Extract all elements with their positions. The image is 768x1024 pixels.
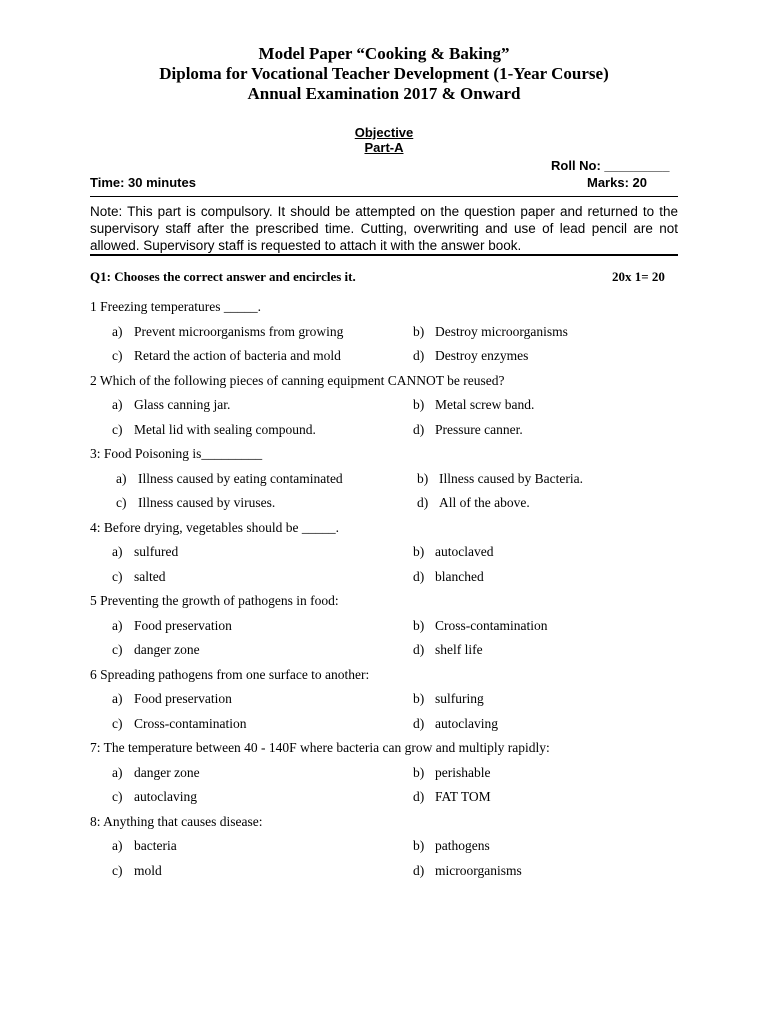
- option-text: Pressure canner.: [435, 421, 523, 437]
- option-text: Illness caused by eating contaminated: [138, 470, 343, 486]
- question-text: 1 Freezing temperatures _____.: [90, 299, 261, 314]
- option-letter: d): [417, 495, 429, 510]
- option-b: [413, 324, 568, 340]
- option-a: [112, 618, 232, 634]
- option-b: [413, 618, 547, 634]
- divider: [90, 196, 678, 197]
- option-a: [112, 838, 177, 854]
- option-text: mold: [134, 862, 162, 878]
- option-a: [112, 691, 232, 707]
- option-d: [413, 422, 523, 438]
- question-score: 20x 1= 20: [612, 269, 665, 284]
- option-d: [413, 863, 522, 879]
- question-text: 5 Preventing the growth of pathogens in food:: [90, 593, 339, 608]
- option-text: autoclaved: [435, 544, 494, 559]
- option-letter: d): [413, 862, 425, 878]
- option-b: [413, 765, 490, 781]
- option-letter: b): [413, 323, 425, 339]
- option-letter: b): [413, 838, 425, 853]
- option-letter: c): [112, 642, 123, 657]
- paper-header: [0, 44, 768, 104]
- option-letter: c): [112, 568, 123, 584]
- option-c: [112, 642, 200, 658]
- question-text: 7: The temperature between 40 - 140F where bacteria can grow and multiply rapidly:: [90, 740, 550, 755]
- option-d: [417, 495, 530, 511]
- option-text: danger zone: [134, 764, 200, 780]
- question-text: 8: Anything that causes disease:: [90, 813, 263, 829]
- option-text: autoclaving: [435, 715, 498, 731]
- option-c: [112, 716, 246, 732]
- option-letter: b): [413, 764, 425, 780]
- question-text: 2 Which of the following pieces of canning equipment CANNOT be reused?: [90, 372, 505, 388]
- option-text: Prevent microorganisms from growing: [134, 323, 344, 339]
- option-text: Metal screw band.: [435, 397, 535, 412]
- option-b: [413, 691, 484, 707]
- option-b: [413, 838, 490, 854]
- option-letter: b): [417, 470, 429, 486]
- paper-title: Model Paper “Cooking & Baking”: [258, 44, 510, 63]
- instructions-note: Note: This part is compulsory. It should be attempted on the question paper and returned to the supervisory staff after the prescribed time. Cutting, overwriting and use of lead pencil are not allowed. Supervisory staff is requested to attach it with the answer book.: [90, 204, 678, 253]
- option-a: [112, 397, 230, 413]
- option-letter: a): [112, 397, 123, 412]
- option-text: Cross-contamination: [435, 617, 548, 633]
- section-part: Part-A: [364, 140, 404, 155]
- option-letter: b): [413, 397, 425, 412]
- option-b: [413, 544, 493, 560]
- option-text: All of the above.: [439, 495, 530, 510]
- option-b: [413, 397, 534, 413]
- option-letter: d): [413, 715, 425, 731]
- option-text: Cross-contamination: [134, 715, 247, 731]
- option-c: [112, 789, 197, 805]
- option-d: [413, 716, 498, 732]
- option-a: [116, 471, 343, 487]
- option-text: Illness caused by viruses.: [138, 495, 276, 510]
- question-text: 6 Spreading pathogens from one surface to another:: [90, 666, 370, 682]
- option-text: Food preservation: [134, 691, 232, 706]
- option-letter: a): [116, 470, 127, 486]
- option-a: [112, 324, 343, 340]
- option-letter: c): [112, 348, 123, 363]
- option-c: [112, 422, 316, 438]
- option-text: Retard the action of bacteria and mold: [134, 348, 341, 363]
- option-letter: d): [413, 789, 425, 804]
- roll-number-field: Roll No: _________: [551, 158, 670, 173]
- option-letter: b): [413, 544, 425, 559]
- option-c: [112, 569, 166, 585]
- option-b: [417, 471, 583, 487]
- option-text: microorganisms: [435, 862, 522, 878]
- option-text: danger zone: [134, 642, 200, 657]
- option-text: Metal lid with sealing compound.: [134, 421, 316, 437]
- option-text: sulfured: [134, 544, 179, 559]
- option-text: perishable: [435, 764, 491, 780]
- option-letter: a): [112, 691, 123, 706]
- question-text: 4: Before drying, vegetables should be _____.: [90, 519, 339, 535]
- option-d: [413, 569, 484, 585]
- option-c: [116, 495, 275, 511]
- exam-title: Annual Examination 2017 & Onward: [247, 84, 521, 103]
- option-letter: d): [413, 568, 425, 584]
- option-text: autoclaving: [134, 789, 197, 804]
- question-heading: Q1: Chooses the correct answer and encircles it.: [90, 269, 356, 284]
- option-text: Glass canning jar.: [134, 397, 231, 412]
- option-a: [112, 765, 200, 781]
- option-letter: a): [112, 323, 123, 339]
- option-text: shelf life: [435, 642, 483, 657]
- option-letter: d): [413, 348, 425, 363]
- option-c: [112, 863, 162, 879]
- time-allowed: Time: 30 minutes: [90, 175, 196, 190]
- option-text: blanched: [435, 568, 484, 584]
- option-text: bacteria: [134, 838, 177, 853]
- section-heading: [0, 125, 768, 155]
- option-text: Food preservation: [134, 617, 232, 633]
- question-text: 3: Food Poisoning is_________: [90, 446, 263, 461]
- option-a: [112, 544, 178, 560]
- option-d: [413, 642, 483, 658]
- option-text: Illness caused by Bacteria.: [439, 470, 583, 486]
- option-letter: d): [413, 642, 425, 657]
- option-text: sulfuring: [435, 691, 484, 706]
- option-c: [112, 348, 341, 364]
- section-title: Objective: [354, 125, 414, 140]
- option-letter: b): [413, 691, 425, 706]
- option-text: Destroy enzymes: [435, 348, 529, 363]
- option-letter: a): [112, 764, 123, 780]
- option-letter: c): [112, 862, 123, 878]
- option-letter: c): [112, 789, 123, 804]
- option-letter: d): [413, 421, 425, 437]
- option-text: Destroy microorganisms: [435, 323, 568, 339]
- option-letter: c): [112, 715, 123, 731]
- option-letter: c): [116, 495, 127, 510]
- option-text: salted: [134, 568, 166, 584]
- option-letter: a): [112, 544, 123, 559]
- option-letter: b): [413, 617, 425, 633]
- divider: [90, 254, 678, 256]
- option-d: [413, 348, 528, 364]
- course-title: Diploma for Vocational Teacher Development (1-Year Course): [159, 64, 609, 83]
- option-letter: c): [112, 421, 123, 437]
- total-marks: Marks: 20: [587, 175, 647, 190]
- option-letter: a): [112, 838, 123, 853]
- option-text: FAT TOM: [435, 789, 491, 804]
- option-d: [413, 789, 491, 805]
- option-letter: a): [112, 617, 123, 633]
- option-text: pathogens: [435, 838, 490, 853]
